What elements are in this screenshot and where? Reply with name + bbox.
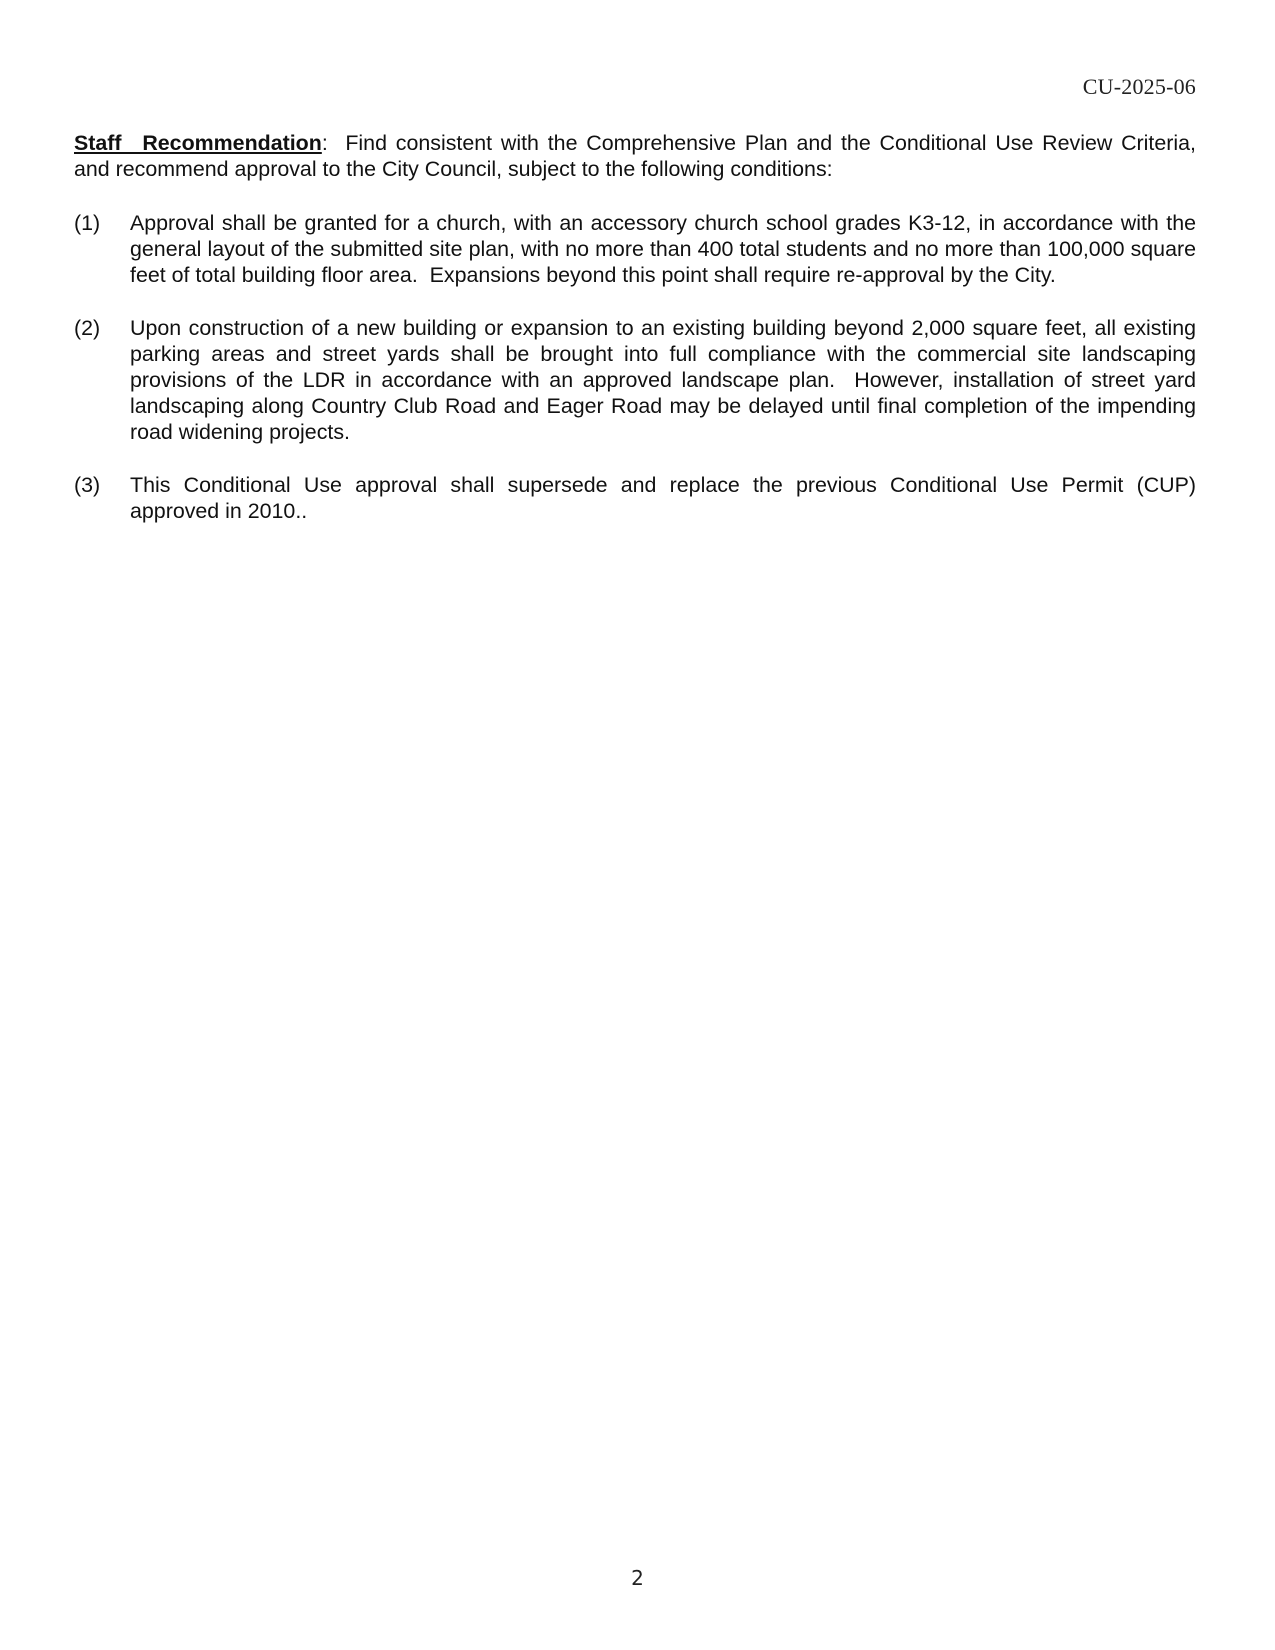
- condition-number: (2): [74, 316, 101, 340]
- condition-text: This Conditional Use approval shall supersede and replace the previous Conditional Use Permit (CUP) approved in 2010..: [130, 473, 1202, 523]
- conditions-list: [74, 210, 1202, 551]
- condition-item: [74, 472, 1202, 524]
- condition-text: Upon construction of a new building or expansion to an existing building beyond 2,000 square feet, all existing parking areas and street yards shall be brought into full compliance with the commercial site landscaping provisions of the LDR in accordance with an approved landscape plan. However, installation of street yard landscaping along Country Club Road and Eager Road may be delayed until final completion of the impending road widening projects.: [130, 316, 1202, 444]
- staff-recommendation-paragraph: [74, 130, 1202, 182]
- condition-text: Approval shall be granted for a church, with an accessory church school grades K3-12, in accordance with the general layout of the submitted site plan, with no more than 400 total students and no more than 100,000 square feet of total building floor area. Expansions beyond this point shall require re-approval by the City.: [130, 211, 1202, 287]
- condition-item: [74, 315, 1202, 445]
- condition-number: (1): [74, 211, 101, 235]
- condition-item: [74, 210, 1202, 288]
- page-number: 2: [631, 1566, 644, 1590]
- document-id: CU-2025-06: [1082, 74, 1196, 99]
- condition-number: (3): [74, 473, 101, 497]
- staff-recommendation-text: Find consistent with the Comprehensive Plan and the Conditional Use Review Criteria, and recommend approval to the City Council, subject to the following conditions:: [74, 131, 1202, 181]
- staff-recommendation-separator: :: [321, 131, 328, 155]
- staff-recommendation-label: Staff Recommendation: [74, 131, 322, 155]
